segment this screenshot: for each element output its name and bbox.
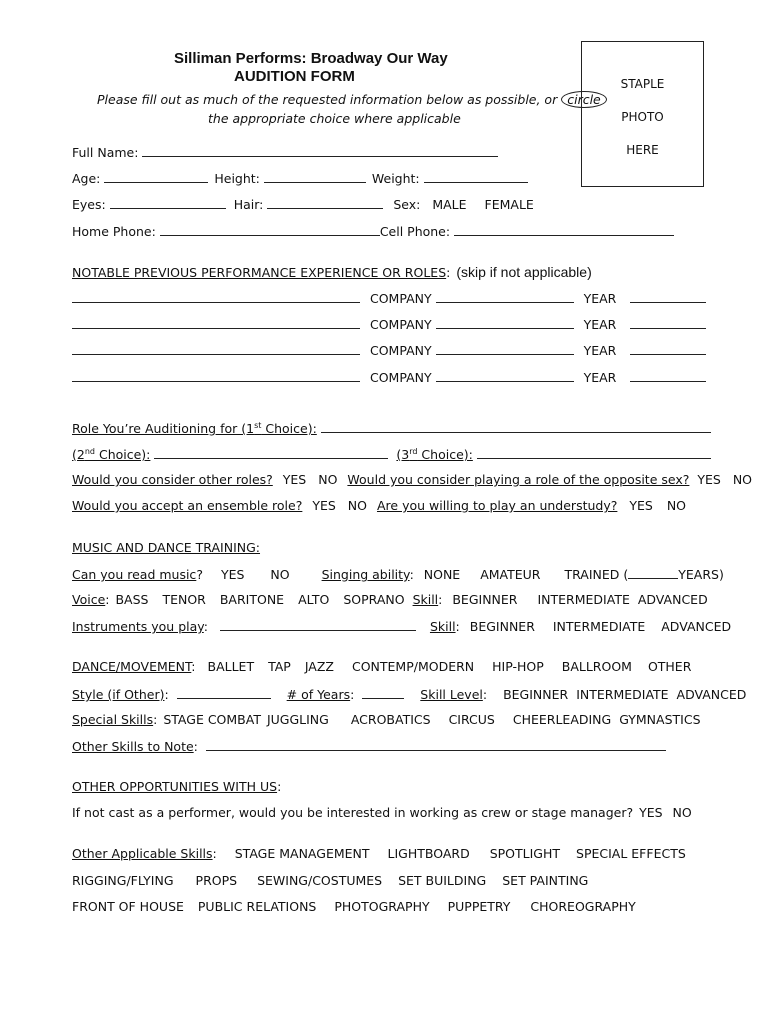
- experience-role-field[interactable]: [72, 342, 360, 355]
- skill-level-label: Skill Level: [420, 687, 483, 702]
- skill-level-colon: :: [482, 687, 488, 702]
- style-other-colon: :: [164, 687, 169, 702]
- voice-skill-colon: :: [438, 592, 443, 607]
- special-skills-row: [72, 712, 701, 727]
- opportunities-heading-colon: :: [277, 779, 282, 794]
- dance-row: [72, 659, 691, 674]
- applicable-skills-row-2: [72, 873, 588, 888]
- singing-ability-colon: :: [409, 567, 414, 582]
- other-roles-row: [72, 472, 752, 487]
- company-field[interactable]: [436, 342, 574, 355]
- age-field[interactable]: [104, 170, 208, 183]
- style-years-level-row: [72, 686, 746, 702]
- voice-skill-beginner[interactable]: BEGINNER: [452, 592, 518, 607]
- photo-box-line-2: PHOTO: [621, 110, 664, 124]
- instrument-skill-label: Skill: [429, 619, 456, 634]
- experience-heading-colon: :: [446, 265, 451, 280]
- read-music-no[interactable]: NO: [270, 567, 290, 582]
- instruments-colon: :: [203, 619, 208, 634]
- instrument-skill-advanced[interactable]: ADVANCED: [661, 619, 732, 634]
- full-name-row: [72, 144, 498, 160]
- home-phone-label: Home Phone:: [72, 224, 156, 239]
- skill-special-effects[interactable]: SPECIAL EFFECTS: [576, 846, 686, 861]
- other-skills-field[interactable]: [206, 738, 666, 751]
- ensemble-yes[interactable]: YES: [312, 498, 336, 513]
- year-field[interactable]: [630, 290, 706, 303]
- instruments-field[interactable]: [220, 618, 416, 631]
- voice-alto[interactable]: ALTO: [298, 592, 330, 607]
- singing-ability-label: Singing ability: [321, 567, 410, 582]
- applicable-skills-colon: :: [212, 846, 217, 861]
- voice-tenor[interactable]: TENOR: [162, 592, 206, 607]
- opposite-sex-question: Would you consider playing a role of the opposite sex?: [347, 472, 690, 487]
- phone-row: [72, 223, 674, 239]
- read-music-row: [72, 566, 724, 582]
- instrument-skill-colon: :: [455, 619, 460, 634]
- staple-photo-box: [581, 41, 704, 187]
- experience-heading: NOTABLE PREVIOUS PERFORMANCE EXPERIENCE OR ROLES: [72, 265, 447, 280]
- full-name-field[interactable]: [142, 144, 498, 157]
- opportunities-heading-row: [72, 779, 281, 794]
- first-choice-row: [72, 420, 711, 436]
- special-juggling[interactable]: JUGGLING: [266, 712, 329, 727]
- experience-heading-row: [72, 264, 592, 280]
- year-field[interactable]: [630, 369, 706, 382]
- other-roles-question: Would you consider other roles?: [72, 472, 273, 487]
- hair-label: Hair:: [233, 197, 264, 212]
- skill-props[interactable]: PROPS: [195, 873, 238, 888]
- years-label: # of Years: [286, 687, 351, 702]
- second-choice-field[interactable]: [154, 446, 388, 459]
- special-circus[interactable]: CIRCUS: [448, 712, 495, 727]
- skill-sewing-costumes[interactable]: SEWING/COSTUMES: [257, 873, 383, 888]
- dance-level-intermediate[interactable]: INTERMEDIATE: [576, 687, 669, 702]
- special-acrobatics[interactable]: ACROBATICS: [350, 712, 431, 727]
- voice-row: [72, 592, 708, 607]
- instrument-skill-beginner[interactable]: BEGINNER: [469, 619, 535, 634]
- company-field[interactable]: [436, 369, 574, 382]
- voice-skill-label: Skill: [412, 592, 439, 607]
- experience-row-3: [72, 342, 706, 358]
- dance-heading-colon: :: [191, 659, 196, 674]
- ensemble-no[interactable]: NO: [347, 498, 367, 513]
- experience-role-field[interactable]: [72, 290, 360, 303]
- applicable-skills-row-1: [72, 846, 686, 861]
- first-choice-field[interactable]: [321, 420, 711, 433]
- company-label: COMPANY: [369, 317, 432, 332]
- voice-bass[interactable]: BASS: [115, 592, 149, 607]
- weight-label: Weight:: [371, 171, 420, 186]
- eyes-hair-sex-row: [72, 196, 534, 212]
- skill-choreography[interactable]: CHOREOGRAPHY: [530, 899, 636, 914]
- instruments-label: Instruments you play: [72, 619, 204, 634]
- dance-other[interactable]: OTHER: [647, 659, 692, 674]
- years-field[interactable]: [362, 686, 404, 699]
- first-choice-label: Role You’re Auditioning for (1st Choice):: [72, 420, 317, 436]
- trained-years-field[interactable]: [628, 566, 678, 579]
- voice-colon: :: [105, 592, 110, 607]
- dance-jazz[interactable]: JAZZ: [304, 659, 334, 674]
- opposite-sex-no[interactable]: NO: [732, 472, 753, 487]
- singing-none[interactable]: NONE: [423, 567, 461, 582]
- read-music-qmark: ?: [196, 567, 203, 582]
- style-other-label: Style (if Other): [72, 687, 165, 702]
- voice-label: Voice: [72, 592, 106, 607]
- skill-front-of-house[interactable]: FRONT OF HOUSE: [72, 899, 184, 914]
- dance-contemp-modern[interactable]: CONTEMP/MODERN: [351, 659, 475, 674]
- skill-spotlight[interactable]: SPOTLIGHT: [489, 846, 561, 861]
- experience-role-field[interactable]: [72, 369, 360, 382]
- special-cheerleading[interactable]: CHEERLEADING: [512, 712, 612, 727]
- style-other-field[interactable]: [177, 686, 271, 699]
- read-music-question: Can you read music: [72, 567, 197, 582]
- company-field[interactable]: [436, 290, 574, 303]
- years-colon: :: [350, 687, 355, 702]
- skill-stage-management[interactable]: STAGE MANAGEMENT: [234, 846, 370, 861]
- age-label: Age:: [72, 171, 101, 186]
- company-field[interactable]: [436, 316, 574, 329]
- company-label: COMPANY: [369, 343, 432, 358]
- dance-ballet[interactable]: BALLET: [207, 659, 255, 674]
- skill-lightboard[interactable]: LIGHTBOARD: [387, 846, 470, 861]
- sex-label: Sex:: [393, 197, 421, 212]
- cell-phone-label: Cell Phone:: [379, 224, 451, 239]
- voice-soprano[interactable]: SOPRANO: [343, 592, 405, 607]
- full-name-label: Full Name:: [72, 145, 139, 160]
- crew-question: If not cast as a performer, would you be interested in working as crew or stage manager?: [72, 805, 634, 820]
- instruments-row: [72, 618, 731, 634]
- skill-photography[interactable]: PHOTOGRAPHY: [334, 899, 430, 914]
- year-label: YEAR: [583, 343, 617, 358]
- weight-field[interactable]: [424, 170, 528, 183]
- ensemble-question: Would you accept an ensemble role?: [72, 498, 303, 513]
- singing-trained[interactable]: TRAINED ( YEARS): [564, 567, 724, 582]
- year-label: YEAR: [583, 370, 617, 385]
- company-label: COMPANY: [369, 370, 432, 385]
- other-skills-row: [72, 738, 666, 754]
- hair-field[interactable]: [267, 196, 383, 209]
- voice-skill-intermediate[interactable]: INTERMEDIATE: [537, 592, 630, 607]
- skill-set-building[interactable]: SET BUILDING: [398, 873, 487, 888]
- eyes-label: Eyes:: [72, 197, 106, 212]
- age-height-weight-row: [72, 170, 528, 186]
- instructions-text: Please fill out as much of the requested information below as possible, or: [97, 92, 558, 107]
- skip-note: (skip if not applicable): [456, 264, 592, 280]
- special-skills-label: Special Skills: [72, 712, 154, 727]
- home-phone-field[interactable]: [160, 223, 380, 236]
- singing-amateur[interactable]: AMATEUR: [480, 567, 541, 582]
- crew-yes[interactable]: YES: [639, 805, 663, 820]
- dance-level-beginner[interactable]: BEGINNER: [503, 687, 569, 702]
- ensemble-row: [72, 498, 686, 513]
- applicable-skills-label: Other Applicable Skills: [72, 846, 213, 861]
- experience-row-2: [72, 316, 706, 332]
- instructions-line-2: the appropriate choice where applicable: [208, 111, 461, 126]
- crew-no[interactable]: NO: [672, 805, 692, 820]
- dance-level-advanced[interactable]: ADVANCED: [676, 687, 747, 702]
- understudy-no[interactable]: NO: [666, 498, 687, 513]
- instructions-line-1: [97, 91, 607, 108]
- dance-tap[interactable]: TAP: [268, 659, 291, 674]
- understudy-yes[interactable]: YES: [629, 498, 653, 513]
- year-field[interactable]: [630, 316, 706, 329]
- skill-set-painting[interactable]: SET PAINTING: [502, 873, 589, 888]
- read-music-yes[interactable]: YES: [220, 567, 245, 582]
- other-skills-colon: :: [193, 739, 198, 754]
- understudy-question: Are you willing to play an understudy?: [376, 498, 618, 513]
- height-field[interactable]: [264, 170, 366, 183]
- dance-ballroom[interactable]: BALLROOM: [561, 659, 632, 674]
- music-dance-heading: MUSIC AND DANCE TRAINING:: [72, 540, 261, 555]
- year-label: YEAR: [583, 291, 617, 306]
- special-gymnastics[interactable]: GYMNASTICS: [619, 712, 701, 727]
- company-label: COMPANY: [369, 291, 432, 306]
- second-choice-label: (2nd Choice):: [72, 446, 151, 462]
- special-skills-colon: :: [153, 712, 158, 727]
- applicable-skills-row-3: [72, 899, 636, 914]
- skill-rigging-flying[interactable]: RIGGING/FLYING: [72, 873, 174, 888]
- other-roles-yes[interactable]: YES: [282, 472, 307, 487]
- circle-word: circle: [561, 91, 607, 108]
- other-roles-no[interactable]: NO: [318, 472, 338, 487]
- third-choice-label: (3rd Choice):: [396, 446, 473, 462]
- form-subtitle: AUDITION FORM: [234, 68, 355, 85]
- skill-puppetry[interactable]: PUPPETRY: [447, 899, 511, 914]
- experience-row-1: [72, 290, 706, 306]
- voice-baritone[interactable]: BARITONE: [219, 592, 285, 607]
- form-title: Silliman Performs: Broadway Our Way: [174, 50, 448, 67]
- crew-question-row: [72, 805, 692, 820]
- eyes-field[interactable]: [110, 196, 226, 209]
- voice-skill-advanced[interactable]: ADVANCED: [637, 592, 708, 607]
- experience-row-4: [72, 369, 706, 385]
- experience-role-field[interactable]: [72, 316, 360, 329]
- opposite-sex-yes[interactable]: YES: [697, 472, 721, 487]
- sex-option-female[interactable]: FEMALE: [484, 197, 534, 212]
- instrument-skill-intermediate[interactable]: INTERMEDIATE: [552, 619, 646, 634]
- other-skills-label: Other Skills to Note: [72, 739, 194, 754]
- height-label: Height:: [214, 171, 260, 186]
- photo-box-line-3: HERE: [626, 143, 659, 157]
- cell-phone-field[interactable]: [454, 223, 674, 236]
- dance-heading: DANCE/MOVEMENT: [72, 659, 192, 674]
- year-label: YEAR: [583, 317, 617, 332]
- third-choice-field[interactable]: [477, 446, 711, 459]
- opportunities-heading: OTHER OPPORTUNITIES WITH US: [72, 779, 278, 794]
- year-field[interactable]: [630, 342, 706, 355]
- dance-hip-hop[interactable]: HIP-HOP: [492, 659, 544, 674]
- skill-public-relations[interactable]: PUBLIC RELATIONS: [197, 899, 317, 914]
- special-stage-combat[interactable]: STAGE COMBAT: [163, 712, 261, 727]
- photo-box-line-1: STAPLE: [620, 77, 665, 91]
- sex-option-male[interactable]: MALE: [432, 197, 467, 212]
- second-third-choice-row: [72, 446, 711, 462]
